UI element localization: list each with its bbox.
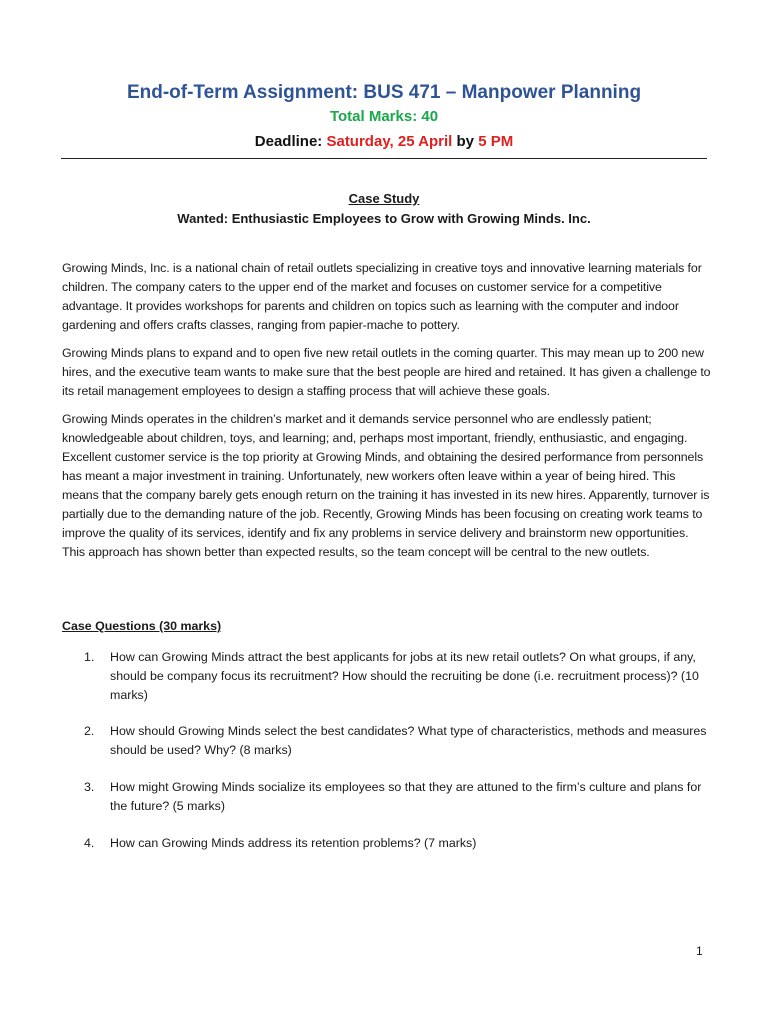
question-text: How might Growing Minds socialize its employees so that they are attuned to the firm’s culture and plans for the future? (5 marks)	[110, 780, 702, 813]
header-divider	[61, 158, 707, 159]
question-number: 3.	[84, 780, 95, 794]
case-study-subtitle: Wanted: Enthusiastic Employees to Grow with Growing Minds. Inc.	[177, 211, 591, 226]
case-paragraph: Growing Minds plans to expand and to open five new retail outlets in the coming quarter. This may mean up to 200 new hires, and the executive team wants to make sure that the best people are hired and retained. It has given a challenge to its retail management employees to design a staffing process that will achieve these goals.	[62, 346, 711, 398]
page-number: 1	[696, 944, 703, 958]
case-paragraph: Growing Minds, Inc. is a national chain of retail outlets specializing in creative toys and innovative learning materials for children. The company caters to the upper end of the market and focuses on customer service for a competitive advantage. It provides workshops for parents and children on topics such as learning with the computer and indoor gardening and offers crafts classes, ranging from papier-mache to pottery.	[62, 261, 702, 332]
question-number: 4.	[84, 836, 95, 850]
question-text: How can Growing Minds address its retention problems? (7 marks)	[110, 836, 477, 850]
deadline-time: 5 PM	[478, 133, 514, 150]
case-questions-heading: Case Questions (30 marks)	[62, 619, 222, 633]
question-number: 1.	[84, 650, 95, 664]
total-marks: Total Marks: 40	[329, 108, 439, 125]
assignment-title: End-of-Term Assignment: BUS 471 – Manpower Planning	[126, 82, 642, 103]
case-paragraph: Growing Minds operates in the children’s market and it demands service personnel who are endlessly patient; knowledgeable about children, toys, and learning; and, perhaps most important, friendly, enthusiastic, and engaging. Excellent customer service is the top priority at Growing Minds, and obtaining the desired performance from personnels has meant a major investment in training. Unfortunately, new workers often leave within a year of being hired. This means that the company barely gets enough return on the training it has invested in its new hires. Apparently, turnover is partially due to the demanding nature of the job. Recently, Growing Minds has been focusing on creating work teams to improve the quality of its services, identify and fix any problems in service delivery and brainstorm new opportunities. This approach has shown better than expected results, so the team concept will be central to the new outlets.	[62, 412, 710, 559]
deadline-line	[0, 133, 768, 150]
deadline-by: by	[452, 133, 479, 150]
question-text: How can Growing Minds attract the best applicants for jobs at its new retail outlets? On what groups, if any, should be company focus its recruitment? How should the recruiting be done (i.e. recruitment process)? (10 marks)	[110, 650, 699, 702]
deadline-label: Deadline:	[254, 133, 327, 150]
question-text: How should Growing Minds select the best candidates? What type of characteristics, methods and measures should be used? Why? (8 marks)	[110, 724, 707, 757]
question-number: 2.	[84, 724, 95, 738]
deadline-date: Saturday, 25 April	[326, 133, 453, 150]
case-study-heading: Case Study	[348, 191, 420, 206]
